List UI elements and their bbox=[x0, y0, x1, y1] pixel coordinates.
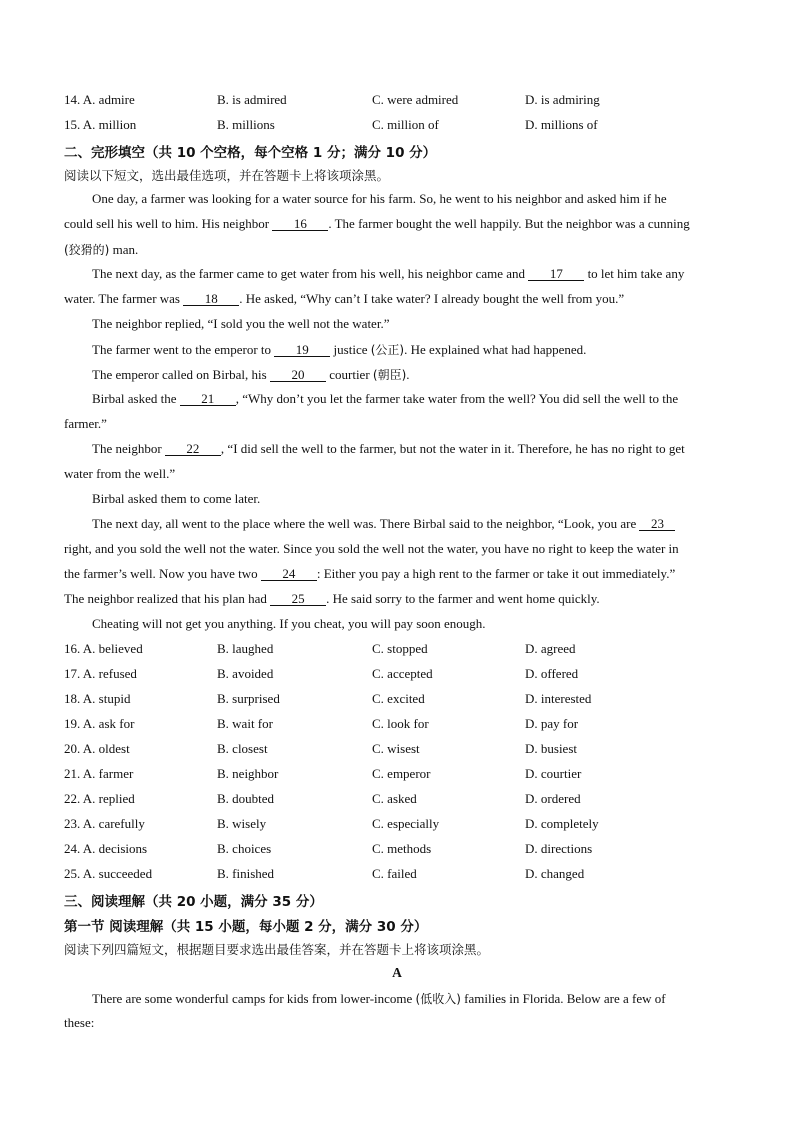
option-c: C. asked bbox=[372, 791, 417, 806]
passage-line: One day, a farmer was looking for a water source for his farm. So, he went to his neighbor and asked him if he bbox=[92, 191, 667, 206]
option-14b: B. is admired bbox=[217, 92, 287, 107]
question-14-options bbox=[64, 92, 744, 112]
option-d: D. courtier bbox=[525, 766, 582, 781]
option-a: 23. A. carefully bbox=[64, 816, 145, 831]
passage-line bbox=[64, 566, 675, 582]
option-d: D. busiest bbox=[525, 741, 577, 756]
question-25-options bbox=[64, 866, 744, 886]
passage-gloss: (狡猾的) bbox=[64, 243, 110, 257]
option-d: D. directions bbox=[525, 841, 593, 856]
passage-text: water. The farmer was bbox=[64, 291, 184, 306]
section-3-heading: 三、阅读理解（共 20 小题，满分 35 分） bbox=[64, 894, 323, 910]
passage-text: The next day, as the farmer came to get water from his well, his neighbor came and bbox=[92, 266, 529, 281]
passage-text: : Either you pay a high rent to the farmer or take it out immediately.” bbox=[316, 566, 676, 581]
passage-line: The neighbor replied, “I sold you the well not the water.” bbox=[92, 316, 390, 331]
option-c: C. failed bbox=[372, 866, 417, 881]
question-22-options bbox=[64, 791, 744, 811]
option-b: B. avoided bbox=[217, 666, 274, 681]
passage-text: to let him take any bbox=[584, 266, 685, 281]
passage-line bbox=[64, 591, 600, 607]
passage-line: Cheating will not get you anything. If you cheat, you will pay soon enough. bbox=[92, 616, 486, 631]
option-d: D. offered bbox=[525, 666, 579, 681]
passage-text: Birbal asked the bbox=[92, 391, 180, 406]
option-d: D. ordered bbox=[525, 791, 581, 806]
passage-letter: A bbox=[392, 965, 402, 980]
section-3-instruction: 阅读下列四篇短文，根据题目要求选出最佳答案，并在答题卡上将该项涂黑。 bbox=[64, 942, 490, 957]
option-15b: B. millions bbox=[217, 117, 275, 132]
section-2-heading: 二、完形填空（共 10 个空格，每个空格 1 分；满分 10 分） bbox=[64, 145, 437, 161]
passage-line: Birbal asked them to come later. bbox=[92, 491, 261, 506]
passage-gloss: (公正) bbox=[370, 343, 405, 357]
passage-text: . bbox=[406, 367, 410, 382]
blank-17: 17 bbox=[528, 267, 584, 281]
passage-line bbox=[64, 216, 690, 232]
option-c: C. excited bbox=[372, 691, 425, 706]
passage-line: these: bbox=[64, 1015, 95, 1030]
option-b: B. surprised bbox=[217, 691, 280, 706]
option-c: C. emperor bbox=[372, 766, 431, 781]
option-c: C. look for bbox=[372, 716, 429, 731]
passage-text: The farmer went to the emperor to bbox=[92, 342, 275, 357]
passage-line bbox=[92, 366, 410, 383]
option-15d: D. millions of bbox=[525, 117, 598, 132]
option-c: C. stopped bbox=[372, 641, 428, 656]
passage-text: . He asked, “Why can’t I take water? I already bought the well from you.” bbox=[239, 291, 625, 306]
blank-23: 23 bbox=[639, 517, 675, 531]
passage-line bbox=[92, 341, 586, 358]
option-c: C. methods bbox=[372, 841, 432, 856]
passage-line: water from the well.” bbox=[64, 466, 176, 481]
passage-text: . He said sorry to the farmer and went home quickly. bbox=[326, 591, 600, 606]
option-a: 25. A. succeeded bbox=[64, 866, 153, 881]
option-b: B. choices bbox=[217, 841, 272, 856]
option-a: 19. A. ask for bbox=[64, 716, 135, 731]
passage-gloss: (低收入) bbox=[415, 992, 461, 1006]
passage-text: There are some wonderful camps for kids from lower-income bbox=[92, 991, 416, 1006]
question-16-options bbox=[64, 641, 744, 661]
passage-text: , “I did sell the well to the farmer, but not the water in it. Therefore, he has no right to get bbox=[220, 441, 685, 456]
option-c: C. wisest bbox=[372, 741, 420, 756]
question-19-options bbox=[64, 716, 744, 736]
passage-line bbox=[64, 291, 624, 307]
passage-text: the farmer’s well. Now you have two bbox=[64, 566, 261, 581]
option-15a: 15. A. million bbox=[64, 117, 137, 132]
passage-line: right, and you sold the well not the water. Since you sold the well not the water, you have no right to keep the water in bbox=[64, 541, 679, 556]
question-18-options bbox=[64, 691, 744, 711]
option-d: D. interested bbox=[525, 691, 592, 706]
passage-line bbox=[92, 990, 666, 1007]
option-14a: 14. A. admire bbox=[64, 92, 135, 107]
passage-line bbox=[92, 391, 678, 407]
section-3-subheading: 第一节 阅读理解（共 15 小题，每小题 2 分，满分 30 分） bbox=[64, 919, 428, 935]
option-a: 24. A. decisions bbox=[64, 841, 148, 856]
question-15-options bbox=[64, 117, 744, 137]
option-a: 22. A. replied bbox=[64, 791, 135, 806]
question-23-options bbox=[64, 816, 744, 836]
question-24-options bbox=[64, 841, 744, 861]
passage-line bbox=[92, 441, 685, 457]
passage-text: The neighbor bbox=[92, 441, 165, 456]
option-d: D. pay for bbox=[525, 716, 579, 731]
option-d: D. completely bbox=[525, 816, 599, 831]
blank-21: 21 bbox=[180, 392, 236, 406]
option-b: B. finished bbox=[217, 866, 275, 881]
option-b: B. closest bbox=[217, 741, 268, 756]
passage-text: The neighbor realized that his plan had bbox=[64, 591, 271, 606]
option-a: 17. A. refused bbox=[64, 666, 137, 681]
passage-text: could sell his well to him. His neighbor bbox=[64, 216, 273, 231]
passage-text: , “Why don’t you let the farmer take water from the well? You did sell the well to the bbox=[235, 391, 679, 406]
blank-19: 19 bbox=[274, 343, 330, 357]
passage-line bbox=[92, 516, 675, 532]
option-a: 20. A. oldest bbox=[64, 741, 130, 756]
blank-24: 24 bbox=[261, 567, 317, 581]
passage-line bbox=[92, 266, 684, 282]
option-b: B. laughed bbox=[217, 641, 274, 656]
passage-line bbox=[64, 241, 138, 258]
option-14d: D. is admiring bbox=[525, 92, 600, 107]
question-20-options bbox=[64, 741, 744, 761]
passage-text: man. bbox=[109, 242, 139, 257]
question-17-options bbox=[64, 666, 744, 686]
passage-text: courtier bbox=[325, 367, 373, 382]
option-a: 16. A. believed bbox=[64, 641, 143, 656]
option-b: B. wisely bbox=[217, 816, 267, 831]
blank-22: 22 bbox=[165, 442, 221, 456]
option-14c: C. were admired bbox=[372, 92, 459, 107]
passage-text: justice bbox=[330, 342, 371, 357]
option-d: D. changed bbox=[525, 866, 585, 881]
passage-gloss: (朝臣) bbox=[372, 368, 407, 382]
passage-text: . The farmer bought the well happily. But the neighbor was a cunning bbox=[328, 216, 690, 231]
option-a: 18. A. stupid bbox=[64, 691, 131, 706]
option-b: B. wait for bbox=[217, 716, 273, 731]
passage-text: . He explained what had happened. bbox=[404, 342, 587, 357]
passage-text: The emperor called on Birbal, his bbox=[92, 367, 270, 382]
section-2-instruction: 阅读以下短文，选出最佳选项，并在答题卡上将该项涂黑。 bbox=[64, 168, 390, 183]
blank-16: 16 bbox=[272, 217, 328, 231]
option-c: C. especially bbox=[372, 816, 440, 831]
blank-18: 18 bbox=[183, 292, 239, 306]
blank-25: 25 bbox=[270, 592, 326, 606]
option-b: B. neighbor bbox=[217, 766, 279, 781]
option-15c: C. million of bbox=[372, 117, 439, 132]
passage-line: farmer.” bbox=[64, 416, 107, 431]
option-b: B. doubted bbox=[217, 791, 275, 806]
question-21-options bbox=[64, 766, 744, 786]
option-c: C. accepted bbox=[372, 666, 433, 681]
blank-20: 20 bbox=[270, 368, 326, 382]
option-d: D. agreed bbox=[525, 641, 576, 656]
passage-text: families in Florida. Below are a few of bbox=[460, 991, 666, 1006]
option-a: 21. A. farmer bbox=[64, 766, 134, 781]
passage-text: The next day, all went to the place where the well was. There Birbal said to the neighbor, “Look, you are bbox=[92, 516, 640, 531]
